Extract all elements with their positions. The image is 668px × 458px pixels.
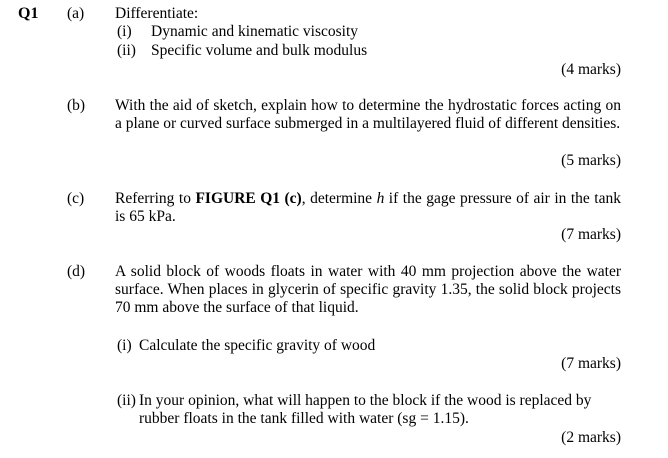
part-d-label: (d): [67, 263, 86, 280]
part-b-label: (b): [67, 97, 86, 114]
part-d-sub-ii-line2: rubber floats in the tank filled with water (sg = 1.15).: [139, 410, 469, 427]
figure-reference: FIGURE Q1 (c): [195, 190, 302, 207]
part-d-sub-i-marks: (7 marks): [561, 355, 621, 372]
part-b-text: With the aid of sketch, explain how to determine the hydrostatic forces acting on a plane or curved surface submerged in a multilayered fluid of different densities.: [115, 97, 621, 132]
part-c-text: [115, 190, 621, 226]
part-c-marks: (7 marks): [561, 226, 621, 243]
part-d-sub-ii-num: (ii): [117, 392, 136, 409]
part-d-sub-i-num: (i): [117, 337, 132, 354]
part-a-item-ii-text: Specific volume and bulk modulus: [151, 42, 368, 59]
part-c-text-before: Referring to: [115, 190, 196, 207]
part-d-sub-ii-line1: In your opinion, what will happen to the block if the wood is replaced by: [139, 392, 592, 409]
part-c-text-after: if the gage pressure of air in the tank is 65 kPa.: [115, 190, 621, 225]
variable-h: h: [376, 190, 385, 207]
part-d-sub-i-text: Calculate the specific gravity of wood: [139, 337, 376, 354]
part-a-item-ii-num: (ii): [117, 42, 136, 59]
part-d-sub-ii-marks: (2 marks): [561, 429, 621, 446]
part-a-item-i-text: Dynamic and kinematic viscosity: [151, 23, 359, 40]
part-a-marks: (4 marks): [561, 61, 621, 78]
part-d-text: A solid block of woods floats in water with 40 mm projection above the water surface. When places in glycerin of specific gravity 1.35, the solid block projects 70 mm above the surface of that liquid.: [115, 263, 621, 316]
part-a-label: (a): [67, 5, 85, 22]
part-a-heading: Differentiate:: [115, 5, 199, 22]
part-c-label: (c): [67, 190, 85, 207]
part-c-text-middle: , determine: [301, 190, 377, 207]
part-b-marks: (5 marks): [561, 152, 621, 169]
part-a-item-i-num: (i): [117, 23, 132, 40]
question-number: Q1: [18, 5, 39, 22]
